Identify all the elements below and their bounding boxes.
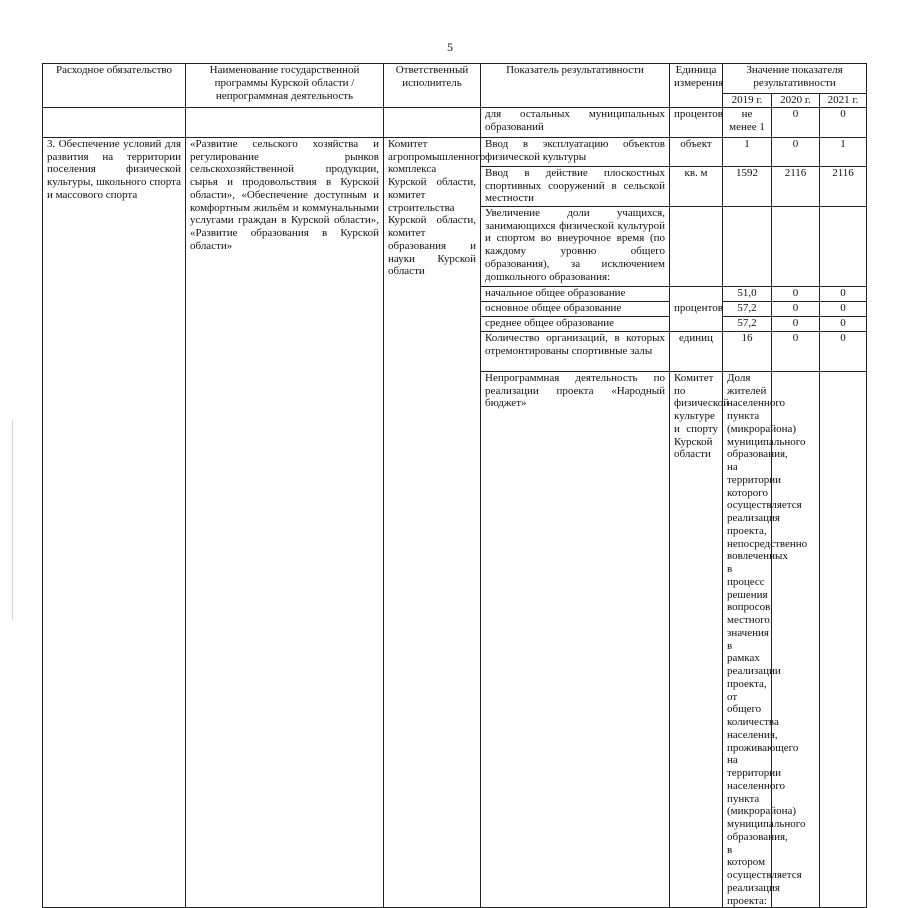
header-row bbox=[43, 64, 867, 94]
indicator-cell: среднее общее образование bbox=[481, 316, 670, 331]
value-2021-cell: 0 bbox=[820, 286, 867, 301]
unit-cell: объект bbox=[670, 137, 723, 166]
header-values: Значение показателя результативности bbox=[723, 64, 867, 94]
value-2019-cell: 1592 bbox=[723, 166, 772, 206]
value-2021-cell: 0 bbox=[820, 331, 867, 371]
value-2020-cell: 0 bbox=[772, 331, 820, 371]
value-2021-cell: 0 bbox=[820, 107, 867, 137]
value-2019-cell: не менее 1 bbox=[723, 107, 772, 137]
empty-cell bbox=[670, 206, 723, 286]
value-2019-cell: 57,2 bbox=[723, 316, 772, 331]
value-2021-cell: 0 bbox=[820, 301, 867, 316]
executor-cell: Комитет по физической культуре и спорту Курской области bbox=[670, 371, 723, 908]
empty-cell bbox=[772, 206, 820, 286]
unit-cell: процентов bbox=[670, 107, 723, 137]
header-obligation: Расходное обязательство bbox=[43, 64, 186, 108]
indicator-cell: Доля жителей населенного пункта (микрорайона) муниципального образования, на территории которого осуществляется реализация проекта, непосредственно вовлеченных в процесс решения вопросов местного значения в рамках реализации проекта, от общего количества населения, проживающего на территории населенного пункта (микрорайона) муниципального образования, в котором осуществляется реализация проекта: bbox=[723, 371, 772, 908]
indicator-cell: основное общее образование bbox=[481, 301, 670, 316]
header-year-2020: 2020 г. bbox=[772, 94, 820, 108]
executor-cell: Комитет агропромышленного комплекса Курской области, комитет строительства Курской области, комитет образования и науки Курской области bbox=[384, 137, 481, 908]
value-2019-cell: 16 bbox=[723, 331, 772, 371]
empty-cell bbox=[820, 371, 867, 908]
header-program: Наименование государственной программы Курской области / непрограммная деятельность bbox=[186, 64, 384, 108]
empty-cell bbox=[384, 107, 481, 137]
header-year-2021: 2021 г. bbox=[820, 94, 867, 108]
scan-margin-line bbox=[12, 420, 13, 620]
table-row bbox=[43, 137, 867, 166]
empty-cell bbox=[820, 206, 867, 286]
indicator-cell: Ввод в эксплуатацию объектов физической культуры bbox=[481, 137, 670, 166]
unit-cell: кв. м bbox=[670, 166, 723, 206]
value-2021-cell: 1 bbox=[820, 137, 867, 166]
indicator-heading-cell: Увеличение доли учащихся, занимающихся физической культурой и спортом во внеурочное время (по каждому уровню общего образования), за исключением дошкольного образования: bbox=[481, 206, 670, 286]
value-2020-cell: 0 bbox=[772, 137, 820, 166]
value-2020-cell: 0 bbox=[772, 316, 820, 331]
program-cell: «Развитие сельского хозяйства и регулирование рынков сельскохозяйственной продукции, сырья и продовольствия в Курской области», «Обеспечение доступным и комфортным жильём и коммунальными услугами граждан в Курской области», «Развитие образования в Курской области» bbox=[186, 137, 384, 908]
indicator-cell: Ввод в действие плоскостных спортивных сооружений в сельской местности bbox=[481, 166, 670, 206]
indicator-cell: для остальных муниципальных образований bbox=[481, 107, 670, 137]
value-2020-cell: 0 bbox=[772, 286, 820, 301]
program-cell: Непрограммная деятельность по реализации проекта «Народный бюджет» bbox=[481, 371, 670, 908]
header-unit: Единица измерения bbox=[670, 64, 723, 108]
indicator-cell: начальное общее образование bbox=[481, 286, 670, 301]
obligation-cell: 3. Обеспечение условий для развития на территории поселения физической культуры, школьного спорта и массового спорта bbox=[43, 137, 186, 908]
empty-cell bbox=[723, 206, 772, 286]
value-2020-cell: 0 bbox=[772, 107, 820, 137]
value-2021-cell: 0 bbox=[820, 316, 867, 331]
value-2019-cell: 51,0 bbox=[723, 286, 772, 301]
unit-cell: единиц bbox=[670, 331, 723, 371]
table-row bbox=[43, 107, 867, 137]
page-number: 5 bbox=[447, 40, 453, 54]
header-indicator: Показатель результативности bbox=[481, 64, 670, 108]
indicators-table bbox=[42, 63, 867, 908]
unit-cell: процентов bbox=[670, 286, 723, 331]
value-2019-cell: 1 bbox=[723, 137, 772, 166]
header-year-2019: 2019 г. bbox=[723, 94, 772, 108]
value-2019-cell: 57,2 bbox=[723, 301, 772, 316]
empty-cell bbox=[186, 107, 384, 137]
header-executor: Ответственный исполнитель bbox=[384, 64, 481, 108]
empty-cell bbox=[43, 107, 186, 137]
indicator-cell: Количество организаций, в которых отремонтированы спортивные залы bbox=[481, 331, 670, 371]
value-2020-cell: 0 bbox=[772, 301, 820, 316]
value-2021-cell: 2116 bbox=[820, 166, 867, 206]
value-2020-cell: 2116 bbox=[772, 166, 820, 206]
